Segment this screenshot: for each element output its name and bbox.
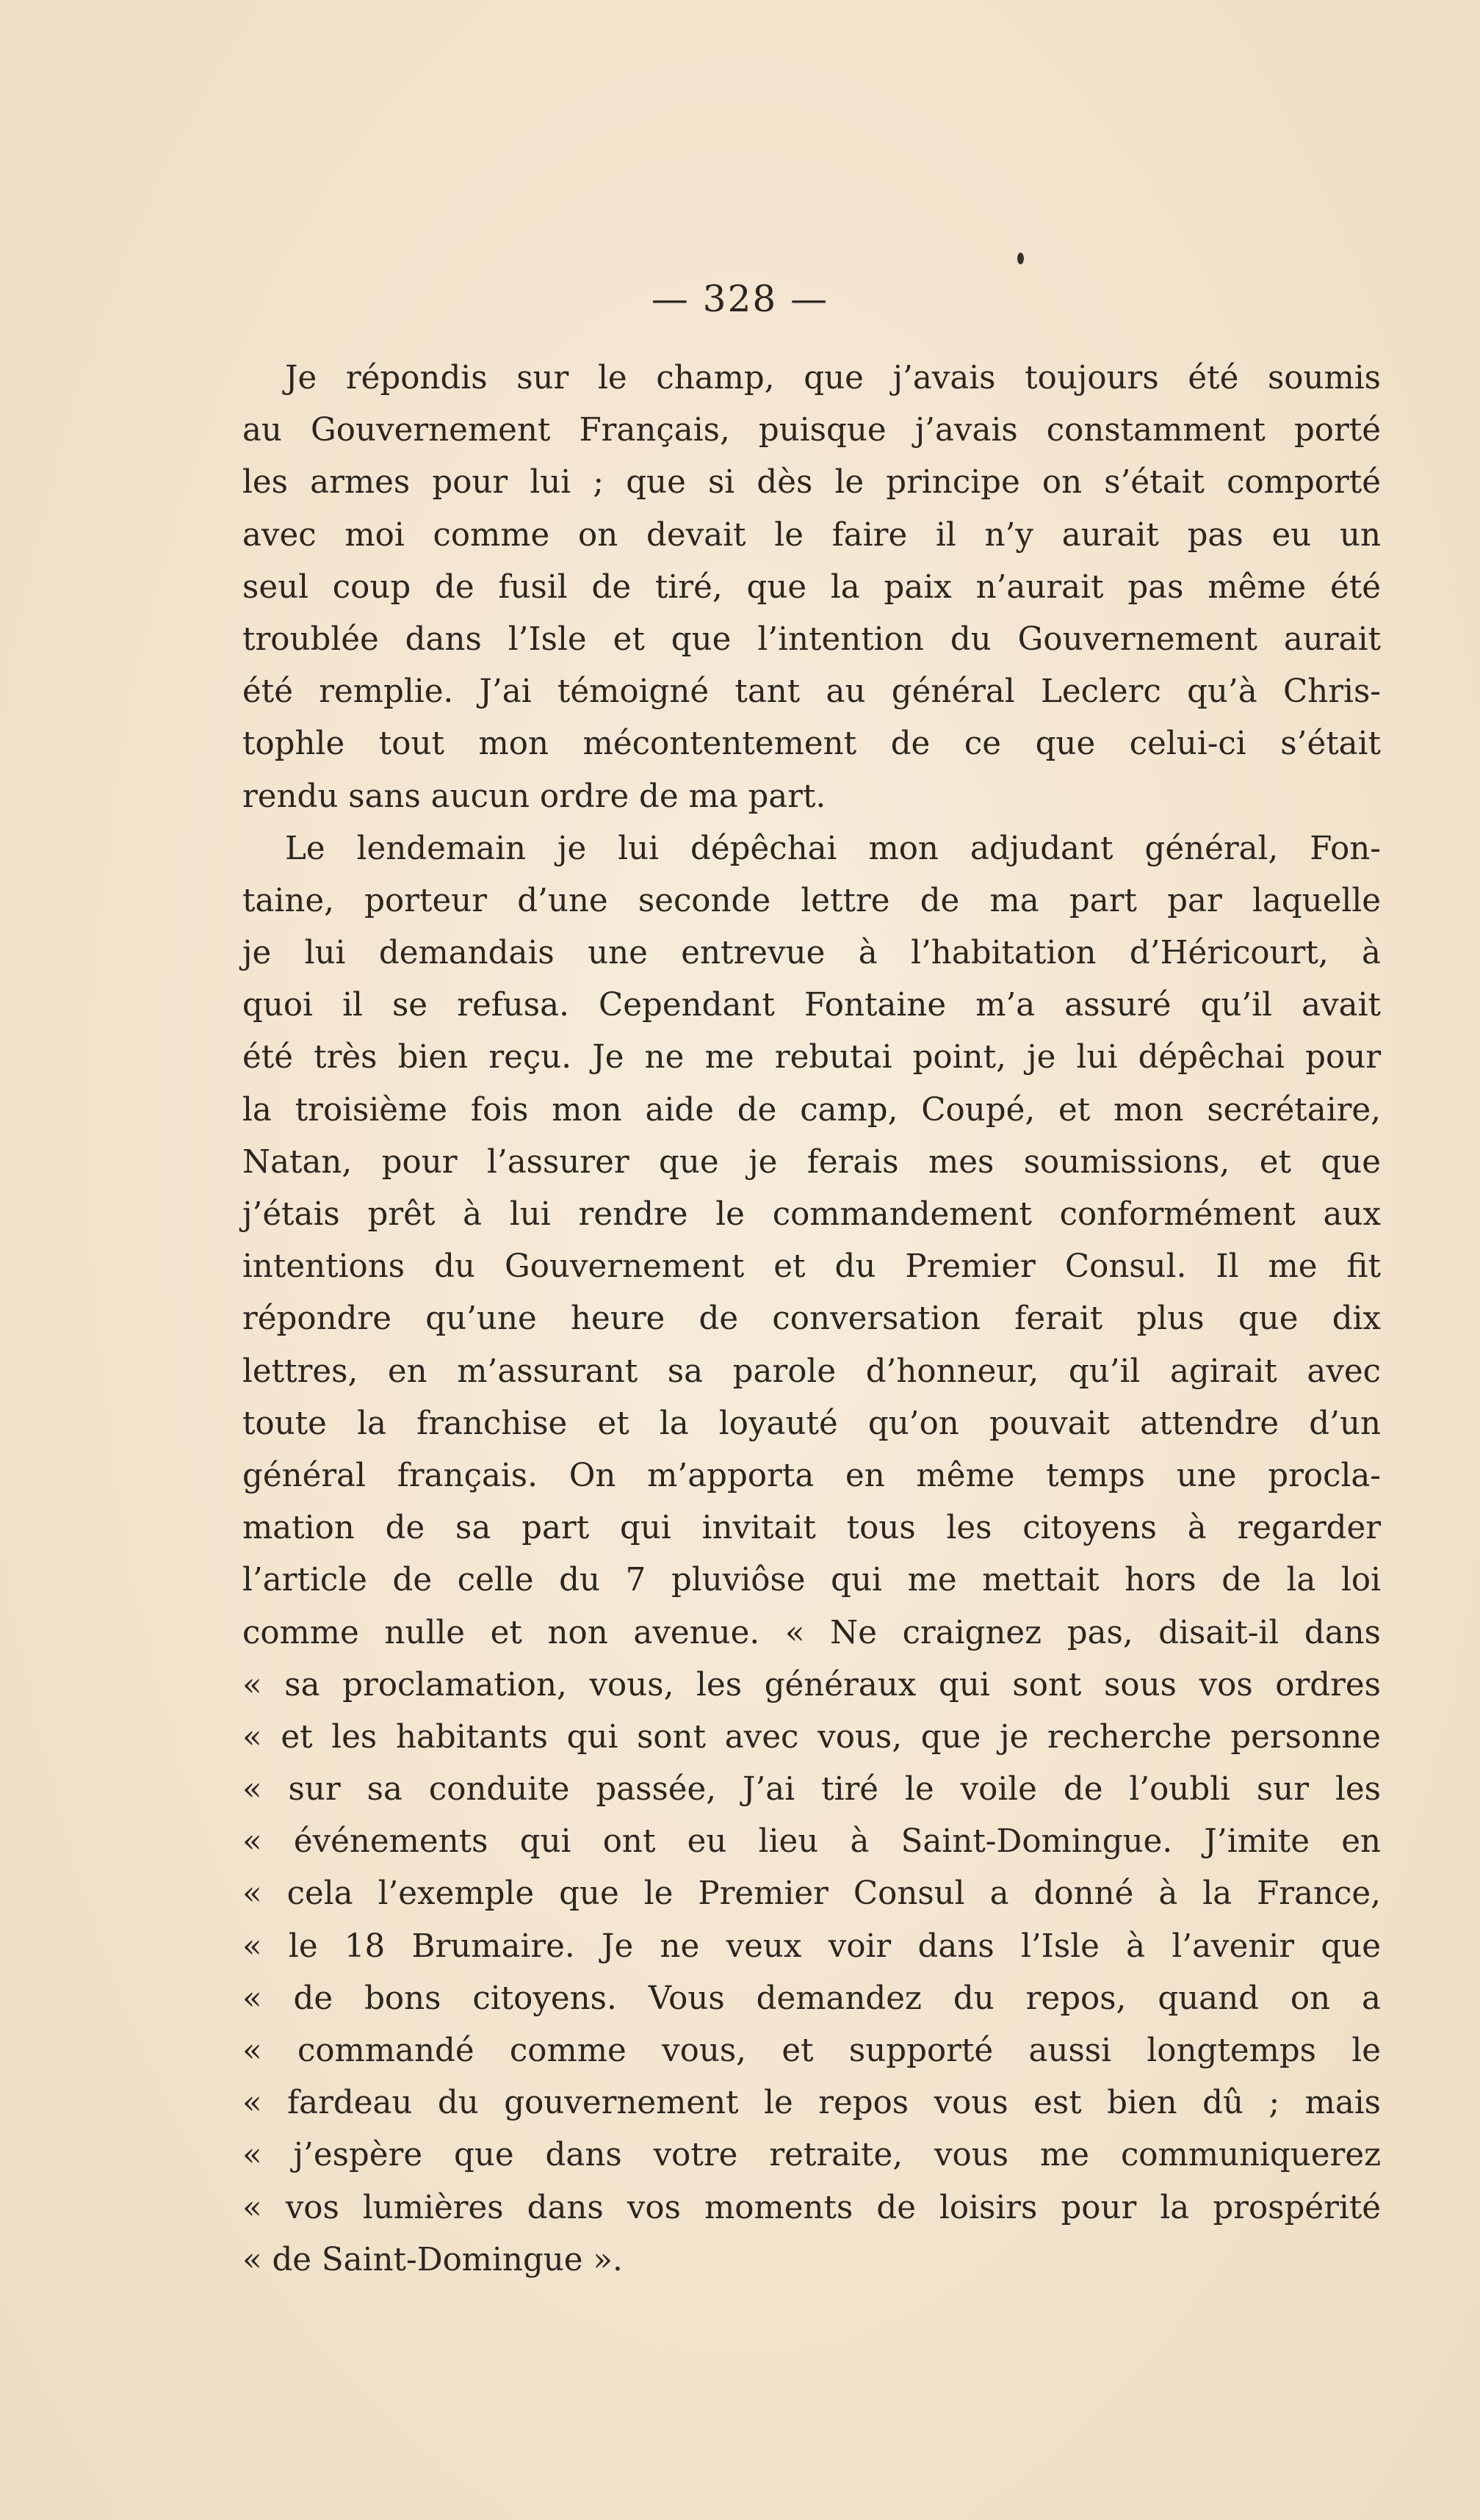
text-line-24: l’article de celle du 7 pluviôse qui me mettait hors de la loi <box>242 1562 1381 1599</box>
text-line-27: « et les habitants qui sont avec vous, que je recherche personne <box>242 1718 1381 1756</box>
text-line-15: la troisième fois mon aide de camp, Coupé, et mon secrétaire, <box>242 1091 1381 1129</box>
text-line-13: quoi il se refusa. Cependant Fontaine m’a assuré qu’il avait <box>242 987 1381 1024</box>
ink-speck <box>1017 253 1024 264</box>
text-line-16: Natan, pour l’assurer que je ferais mes soumissions, et que <box>242 1143 1381 1181</box>
text-line-4: avec moi comme on devait le faire il n’y aurait pas eu un <box>242 516 1381 554</box>
text-line-20: lettres, en m’assurant sa parole d’honneur, qu’il agirait avec <box>242 1353 1381 1390</box>
text-line-34: « fardeau du gouvernement le repos vous est bien dû ; mais <box>242 2085 1381 2122</box>
text-line-19: répondre qu’une heure de conversation ferait plus que dix <box>242 1300 1381 1338</box>
text-line-25: comme nulle et non avenue. « Ne craignez pas, disait-il dans <box>242 1614 1381 1651</box>
text-line-32: « de bons citoyens. Vous demandez du repos, quand on a <box>242 1980 1381 2017</box>
page-number: — 328 — <box>651 278 829 320</box>
text-line-37: « de Saint-Domingue ». <box>242 2241 623 2278</box>
text-line-11: taine, porteur d’une seconde lettre de ma part par laquelle <box>242 882 1381 919</box>
text-line-5: seul coup de fusil de tiré, que la paix n’aurait pas même été <box>242 568 1381 606</box>
text-line-28: « sur sa conduite passée, J’ai tiré le voile de l’oubli sur les <box>242 1771 1381 1808</box>
text-line-23: mation de sa part qui invitait tous les citoyens à regarder <box>242 1510 1381 1547</box>
text-line-6: troublée dans l’Isle et que l’intention du Gouvernement aurait <box>242 620 1381 658</box>
text-line-30: « cela l’exemple que le Premier Consul a donné à la France, <box>242 1875 1381 1913</box>
text-line-36: « vos lumières dans vos moments de loisirs pour la prospérité <box>242 2189 1381 2226</box>
text-line-26: « sa proclamation, vous, les généraux qui sont sous vos ordres <box>242 1666 1381 1703</box>
text-line-12: je lui demandais une entrevue à l’habitation d’Héricourt, à <box>242 935 1381 972</box>
text-line-29: « événements qui ont eu lieu à Saint-Domingue. J’imite en <box>242 1823 1381 1861</box>
body-text <box>242 352 1381 2287</box>
text-line-1: Je répondis sur le champ, que j’avais toujours été soumis <box>285 360 1381 397</box>
text-line-35: « j’espère que dans votre retraite, vous me communiquerez <box>242 2137 1381 2174</box>
text-line-14: été très bien reçu. Je ne me rebutai point, je lui dépêchai pour <box>242 1039 1381 1076</box>
text-line-31: « le 18 Brumaire. Je ne veux voir dans l’Isle à l’avenir que <box>242 1927 1381 1965</box>
text-line-17: j’étais prêt à lui rendre le commandement conformément aux <box>242 1196 1381 1233</box>
text-line-2: au Gouvernement Français, puisque j’avais constamment porté <box>242 412 1381 449</box>
text-line-18: intentions du Gouvernement et du Premier Consul. Il me fit <box>242 1248 1381 1286</box>
text-line-3: les armes pour lui ; que si dès le principe on s’était comporté <box>242 464 1381 502</box>
text-line-21: toute la franchise et la loyauté qu’on pouvait attendre d’un <box>242 1405 1381 1442</box>
text-line-9: rendu sans aucun ordre de ma part. <box>242 778 826 815</box>
text-line-10: Le lendemain je lui dépêchai mon adjudant général, Fon- <box>285 830 1381 867</box>
text-line-22: général français. On m’apporta en même temps une procla- <box>242 1457 1381 1494</box>
text-line-8: tophle tout mon mécontentement de ce que celui-ci s’était <box>242 725 1381 763</box>
text-line-33: « commandé comme vous, et supporté aussi longtemps le <box>242 2032 1381 2069</box>
text-line-7: été remplie. J’ai témoigné tant au général Leclerc qu’à Chris- <box>242 673 1381 711</box>
